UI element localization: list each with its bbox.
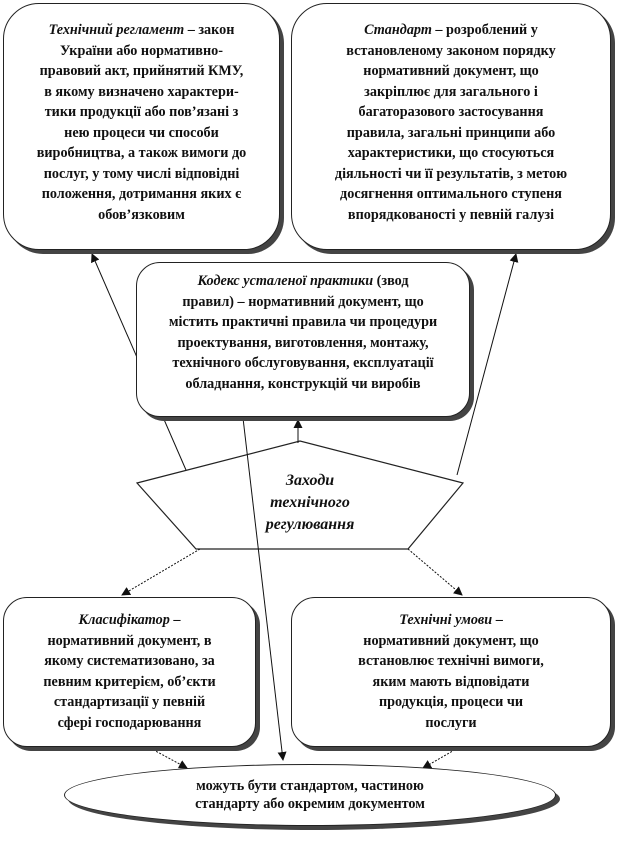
box-first-line (298, 610, 604, 631)
tech-regulation-box (3, 3, 280, 250)
classifier-box (3, 597, 256, 747)
definition-line: нормативний документ, в (47, 632, 212, 649)
definition-line: якому систематизовано, за (44, 653, 215, 669)
definition-line: діяльності чи її результатів, з метою (334, 165, 568, 182)
definition-text: – закон (184, 22, 235, 38)
definition-line: положення, дотримання яких є (41, 186, 242, 202)
definition-line: правила, загальні принципи або (346, 124, 556, 141)
arrow-to-classifier (122, 549, 200, 595)
technical-conditions-box (291, 597, 611, 747)
oval-line: можуть бути стандартом, частиною (196, 778, 424, 794)
definition-line: яким мають відповідати (372, 673, 530, 690)
definition-line: обладнання, конструкцій чи виробів (185, 375, 421, 392)
oval-line: стандарту або окремим документом (195, 796, 425, 812)
definition-line: характеристики, що стосуються (347, 145, 555, 161)
definition-line: продукція, процеси чи (378, 694, 524, 710)
definition-text: – (169, 612, 181, 628)
definition-line: проектування, виготовлення, монтажу, (177, 334, 429, 351)
definition-line: в якому визначено характери- (44, 83, 239, 100)
center-line: технічного (270, 494, 350, 511)
box-first-line (10, 610, 249, 631)
definition-line: нормативний документ, що (363, 632, 539, 649)
definition-line: впорядкованості у певній галузі (347, 206, 555, 223)
definition-line: сфері господарювання (57, 714, 202, 731)
arrow-conditions-to-document (423, 748, 458, 768)
definition-line: нормативний документ, що (363, 63, 539, 79)
definition-line: багаторазового застосування (358, 104, 544, 120)
definition-line: нею процеси чи способи (64, 124, 219, 141)
definition-line: певним критерієм, об’єкти (43, 673, 216, 690)
definition-line: містить практичні правила чи процедури (168, 314, 438, 330)
definition-line: правовий акт, прийнятий КМУ, (39, 63, 244, 79)
center-line: регулювання (265, 516, 355, 533)
definition-line: технічного обслуговування, експлуатації (172, 355, 434, 371)
term-title: Технічні умови (399, 612, 493, 628)
box-first-line (10, 20, 273, 41)
term-title: Класифікатор (78, 612, 170, 628)
definition-text: (звод (373, 273, 409, 289)
definition-line: закріплює для загального і (364, 83, 538, 100)
document-oval (64, 764, 556, 826)
term-title: Стандарт (364, 22, 432, 38)
box-first-line (143, 271, 463, 292)
definition-line: України або нормативно- (60, 42, 223, 59)
definition-line: стандартизації у певній (53, 694, 206, 710)
term-title: Технічний регламент (48, 22, 185, 38)
code-of-practice-box (136, 262, 470, 417)
arrow-classifier-to-document (150, 748, 187, 768)
standard-box (291, 3, 611, 250)
definition-line: послуги (425, 714, 477, 731)
definition-line: правил) – нормативний документ, що (182, 293, 424, 310)
definition-line: досягнення оптимального ступеня (340, 186, 562, 202)
definition-text: – (492, 612, 503, 628)
arrow-to-conditions (408, 549, 462, 595)
definition-line: послуг, у тому числі відповідні (43, 165, 240, 182)
definition-line: виробництва, а також вимоги до (36, 145, 247, 161)
term-title: Кодекс усталеної практики (197, 273, 374, 289)
definition-line: обов’язковим (98, 206, 185, 223)
center-label (215, 470, 405, 536)
center-line: Заходи (285, 472, 335, 489)
definition-line: тики продукції або пов’язані з (44, 104, 239, 120)
definition-line: встановлює технічні вимоги, (358, 653, 544, 669)
definition-text: – розроблений у (431, 22, 538, 38)
definition-line: встановленому законом порядку (346, 42, 556, 59)
box-first-line (298, 20, 604, 41)
